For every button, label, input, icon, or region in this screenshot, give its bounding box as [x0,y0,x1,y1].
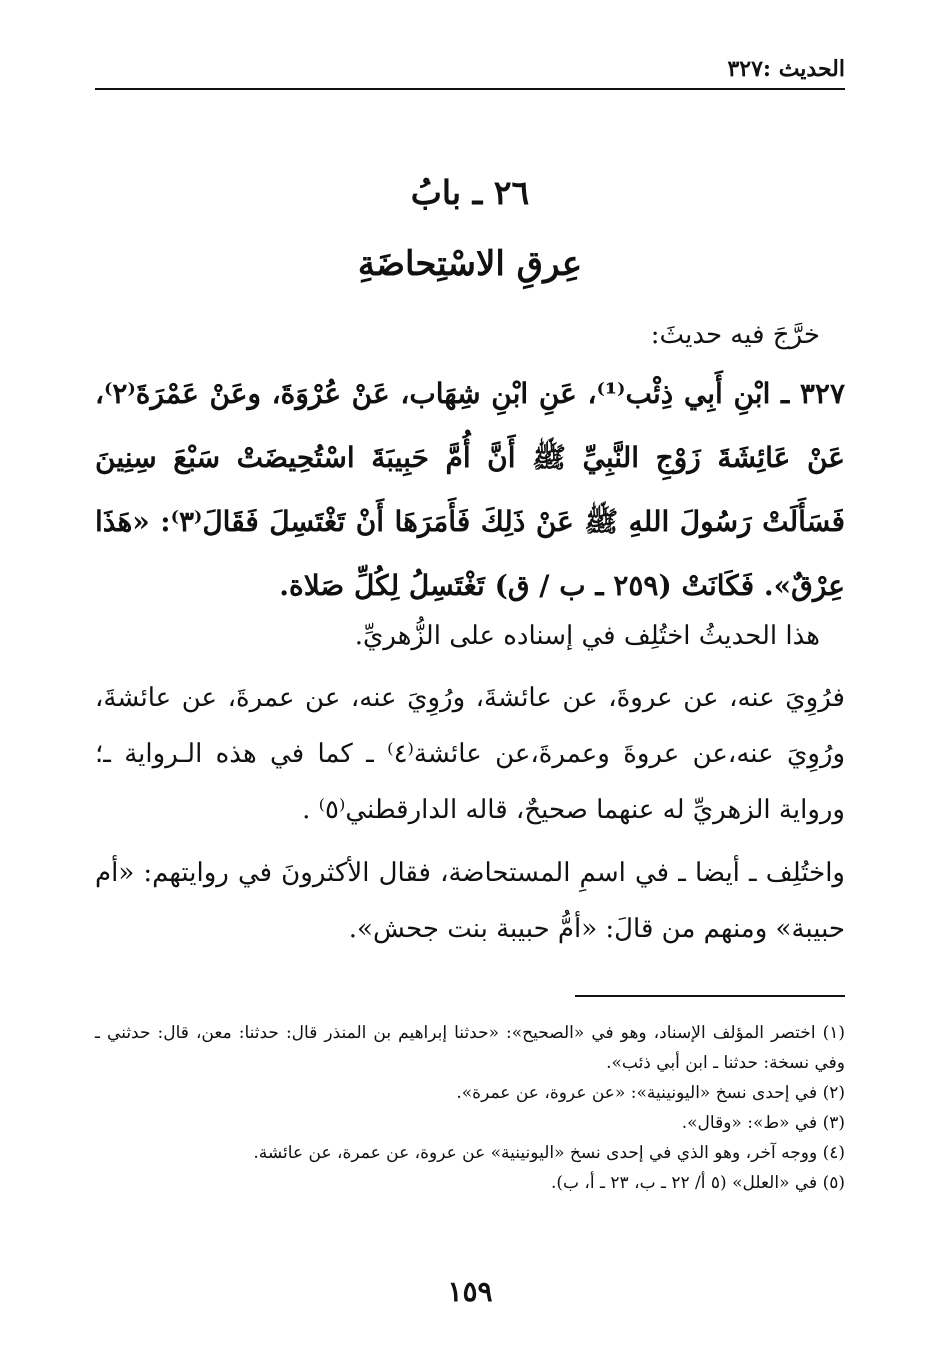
commentary-paragraph-2: فرُوِيَ عنه، عن عروةَ، عن عائشةَ، ورُوِيَ عنه، عن عمرةَ، عن عائشةَ، ورُوِيَ عنه،عن عروةَ وعمرةَ،عن عائشة⁽٤⁾ ـ كما في هذه الـرواية ـ؛ ورواية الزهريِّ له عنهما صحيحٌ، قاله الدارقطني⁽٥⁾ . [95,683,845,825]
page-number: ١٥٩ [447,1275,493,1308]
footnote-1: (١) اختصر المؤلف الإسناد، وهو في «الصحيح»: «حدثنا إبراهيم بن المنذر قال: حدثنا: معن، قال: حدثني ـ وفي نسخة: حدثنا ـ ابن أبي ذئب». [95,1023,845,1073]
footnote-rule [575,995,845,997]
footnote-5: (٥) في «العلل» (٥ أ/ ٢٢ ـ ب، ٢٣ ـ أ، ب). [550,1173,845,1193]
running-header: الحديث :٣٢٧ [727,56,845,82]
footnote-3: (٣) في «ط»: «وقال». [681,1113,845,1133]
commentary-paragraph-1: هذا الحديثُ اختُلِف في إسناده على الزُّهريِّ. [354,621,820,651]
footnote-2: (٢) في إحدى نسخ «اليونينية»: «عن عروة، عن عمرة». [456,1083,845,1103]
footnotes [95,1018,845,1198]
commentary-paragraph-3: واختُلِف ـ أيضا ـ في اسمِ المستحاضة، فقال الأكثرونَ في روايتهم: «أم حبيبة» ومنهم من قالَ: «أمُّ حبيبة بنت جحش». [95,858,845,944]
chapter-label: ٢٦ ـ بابُ [410,173,530,212]
header-rule [95,88,845,90]
footnote-4: (٤) ووجه آخر، وهو الذي في إحدى نسخ «اليونينية» عن عروة، عن عمرة، عن عائشة. [253,1143,845,1163]
hadith-text: ٣٢٧ ـ ابْنِ أَبِي ذِئْب⁽¹⁾، عَنِ ابْنِ شِهَاب، عَنْ عُرْوَةَ، وعَنْ عَمْرَةَ⁽٢⁾، عَنْ عَائِشَةَ زَوْجِ النَّبِيِّ ﷺ أَنَّ أُمَّ حَبِيبَةَ اسْتُحِيضَتْ سَبْعَ سِنِينَ فَسَأَلَتْ رَسُولَ اللهِ ﷺ عَنْ ذَلِكَ فَأَمَرَهَا أَنْ تَغْتَسِلَ فَقَالَ⁽٣⁾: «هَذَا عِرْقٌ». فَكَانَتْ (٢٥٩ ـ ب / ق) تَغْتَسِلُ لِكُلِّ صَلاة. [95,377,845,602]
chapter-title: عِرقِ الاسْتِحاضَةِ [357,244,583,284]
intro-line: خرَّجَ فيه حديثَ: [650,320,820,350]
